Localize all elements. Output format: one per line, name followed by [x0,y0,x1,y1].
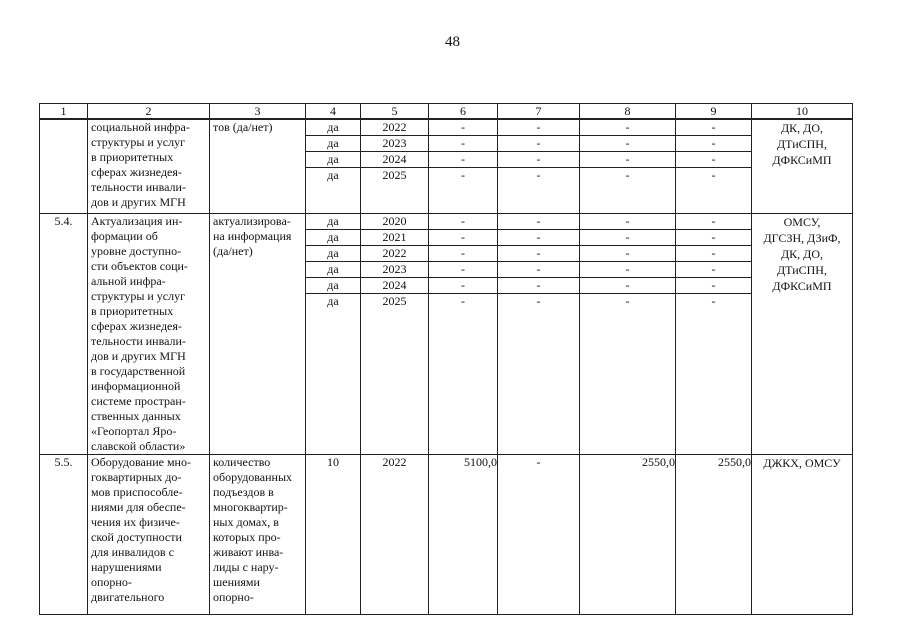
local-cell-column [676,119,752,213]
measure-name: Актуализация ин- формации об уровне доступно- сти объектов соци- альной инфра- структуры и услуг в приоритетных сферах жизнедея- тельности инвали- дов и других МГН в государственной информационной системе простран- ственных данных «Геопортал Яро- славской области» [88,213,210,454]
indicator: актуализирова- на информация (да/нет) [210,213,306,454]
year-cell-column [361,119,429,213]
federal-cell-column [498,454,580,614]
year-cell-column [361,454,429,614]
local-cell: - [676,277,751,293]
header-cell: 1 [40,104,88,120]
row-number: 5.4. [40,213,88,454]
federal-cell: - [498,120,579,136]
local-cell-column [676,213,752,454]
year-cell: 2023 [361,261,428,277]
regional-cell: - [580,120,675,136]
regional-cell: - [625,293,630,308]
year-cell: 2024 [361,277,428,293]
federal-cell-column [498,213,580,454]
local-cell: - [711,293,716,308]
regional-cell-column [580,213,676,454]
value-cell: да [306,152,360,168]
measure-name: социальной инфра- структуры и услуг в приоритетных сферах жизнедея- тельности инвали- дов и других МГН [88,119,210,213]
row-number [40,119,88,213]
federal-cell: - [498,152,579,168]
executors: ДЖКХ, ОМСУ [752,454,853,614]
total-cell: 5100,0 [464,454,497,469]
header-cell: 2 [88,104,210,120]
regional-cell: - [580,245,675,261]
value-cell: да [306,136,360,152]
header-cell: 6 [429,104,498,120]
total-cell-column [429,119,498,213]
regional-cell: - [580,261,675,277]
header-cell: 7 [498,104,580,120]
federal-cell: - [536,168,541,182]
year-cell: 2022 [361,245,428,261]
local-cell: - [676,120,751,136]
year-cell: 2023 [361,136,428,152]
local-cell: - [676,136,751,152]
table-row [40,213,853,454]
regional-cell: - [580,136,675,152]
header-cell: 4 [306,104,361,120]
program-table [39,103,853,615]
regional-cell: - [580,214,675,230]
local-cell: - [676,214,751,230]
value-cell: да [306,229,360,245]
total-cell-column [429,213,498,454]
regional-cell: 2550,0 [642,454,675,469]
local-cell: - [676,152,751,168]
value-cell: да [306,120,360,136]
total-cell-column [429,454,498,614]
total-cell: - [461,168,465,182]
executors: ОМСУ, ДГСЗН, ДЗиФ, ДК, ДО, ДТиСПН, ДФКСиМП [752,213,853,454]
regional-cell: - [625,168,630,182]
total-cell: - [429,277,497,293]
value-cell: да [327,293,339,308]
local-cell: 2550,0 [718,454,751,469]
local-cell: - [711,168,716,182]
table-row [40,119,853,213]
indicator: тов (да/нет) [210,119,306,213]
local-cell: - [676,245,751,261]
year-cell: 2022 [382,454,407,469]
indicator: количество оборудованных подъездов в многоквартир- ных домах, в которых про- живают инва- лиды с нару- шениями опорно- [210,454,306,614]
regional-cell: - [580,152,675,168]
total-cell: - [429,245,497,261]
value-cell-column [306,213,361,454]
header-cell: 3 [210,104,306,120]
federal-cell: - [498,214,579,230]
total-cell: - [429,136,497,152]
header-cell: 8 [580,104,676,120]
total-cell: - [429,120,497,136]
total-cell: - [461,293,465,308]
federal-cell: - [498,277,579,293]
value-cell: да [327,168,339,182]
year-cell: 2024 [361,152,428,168]
year-cell: 2022 [361,120,428,136]
federal-cell: - [536,293,541,308]
header-cell: 9 [676,104,752,120]
regional-cell-column [580,119,676,213]
local-cell: - [676,229,751,245]
federal-cell: - [498,229,579,245]
total-cell: - [429,229,497,245]
federal-cell: - [498,261,579,277]
row-number: 5.5. [40,454,88,614]
executors: ДК, ДО, ДТиСПН, ДФКСиМП [752,119,853,213]
header-cell: 5 [361,104,429,120]
year-cell: 2020 [361,214,428,230]
regional-cell: - [580,229,675,245]
local-cell: - [676,261,751,277]
header-cell: 10 [752,104,853,120]
value-cell: да [306,261,360,277]
year-cell: 2025 [382,293,407,308]
value-cell-column [306,119,361,213]
total-cell: - [429,261,497,277]
federal-cell-column [498,119,580,213]
regional-cell-column [580,454,676,614]
total-cell: - [429,152,497,168]
value-cell: да [306,245,360,261]
federal-cell: - [536,454,541,469]
table-row [40,454,853,614]
local-cell-column [676,454,752,614]
federal-cell: - [498,136,579,152]
year-cell: 2025 [382,168,407,182]
value-cell: да [306,214,360,230]
measure-name: Оборудование мно- гоквартирных до- мов приспособле- ниями для обеспе- чения их физиче- ской доступности для инвалидов с нарушениями опорно- двигательного [88,454,210,614]
value-cell: да [306,277,360,293]
header-row [40,104,853,120]
federal-cell: - [498,245,579,261]
page-number: 48 [445,34,460,50]
value-cell-column [306,454,361,614]
year-cell-column [361,213,429,454]
total-cell: - [429,214,497,230]
year-cell: 2021 [361,229,428,245]
regional-cell: - [580,277,675,293]
value-cell: 10 [327,454,339,469]
